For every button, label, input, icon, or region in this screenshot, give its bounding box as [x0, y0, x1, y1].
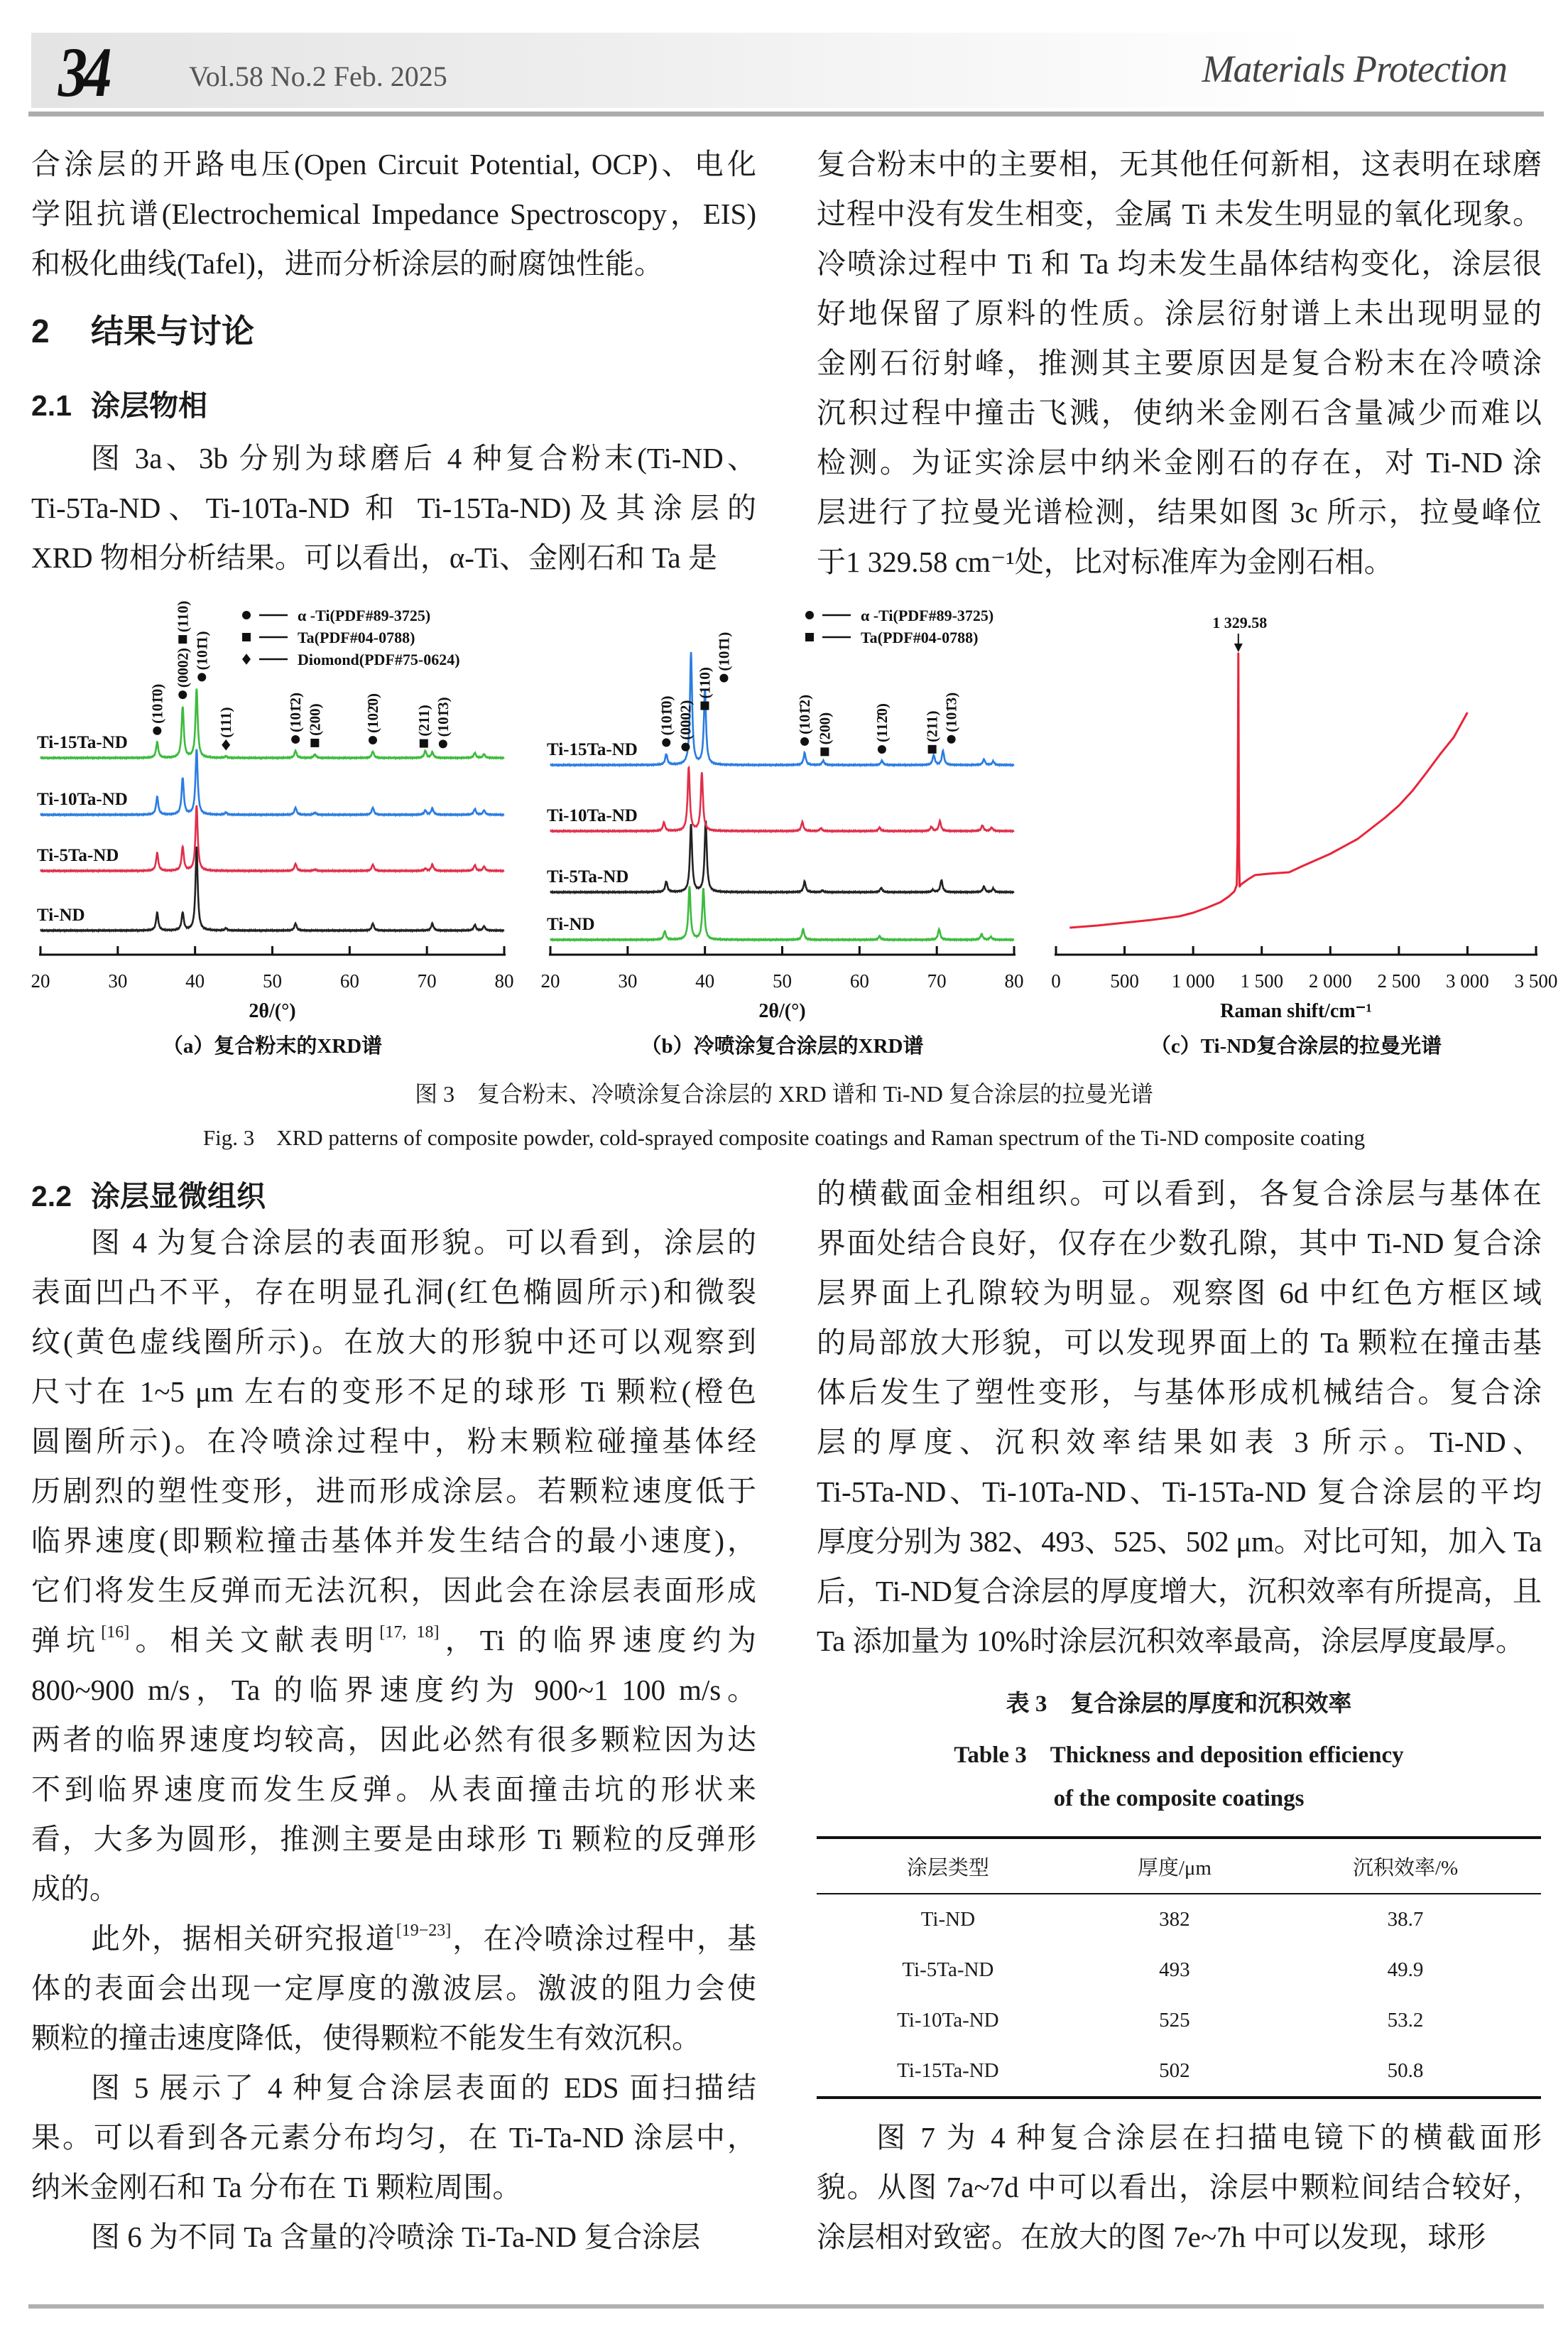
x-axis-label: 2θ/(°)	[249, 1000, 296, 1022]
subfigure-title: （b）冷喷涂复合涂层的XRD谱	[641, 1035, 924, 1058]
peak-index-label: (110)	[696, 667, 714, 699]
legend-label: α -Ti(PDF#89-3725)	[861, 607, 994, 624]
text-line: 图 5 展示了 4 种复合涂层表面的 EDS 面扫描结	[91, 2071, 756, 2104]
peak-index-label: (0002)	[174, 648, 192, 688]
circle-marker-icon	[719, 674, 728, 683]
x-tick-label: 50	[773, 970, 792, 992]
section-title: 涂层物相	[91, 389, 207, 422]
peak-index-label: (101̄3)	[434, 697, 452, 737]
x-tick-label: 500	[1110, 970, 1139, 992]
x-tick-label: 70	[417, 970, 437, 992]
figure-caption-en: Fig. 3 XRD patterns of composite powder, cold-sprayed composite coatings and Raman spectrum of the Ti-ND composite coating	[202, 1125, 1366, 1150]
peak-index-label: (101̄0)	[658, 695, 675, 736]
circle-marker-icon	[369, 736, 377, 744]
table-row	[817, 1995, 1541, 2046]
text-segment: 此外，据相关研究报道	[91, 1922, 396, 1955]
peak-index-label: (101̄2)	[796, 694, 814, 734]
x-axis-label: 2θ/(°)	[758, 1000, 806, 1022]
series-label: Ti-10Ta-ND	[37, 790, 128, 809]
text-line: 和极化曲线(Tafel)，进而分析涂层的耐腐蚀性能。	[31, 247, 663, 280]
diamond-legend-icon	[242, 653, 251, 665]
series-label: Ti-ND	[547, 915, 595, 934]
peak-value-label: 1 329.58	[1212, 614, 1268, 631]
circle-marker-icon	[800, 737, 809, 746]
text-line: 于1 329.58 cm⁻¹处，比对标准库为金刚石相。	[817, 546, 1393, 578]
text-line: 成的。	[31, 1872, 119, 1905]
square-marker-icon	[420, 739, 428, 748]
diamond-marker-icon	[222, 739, 230, 751]
x-tick-label: 20	[540, 970, 560, 992]
table-title-en-2: of the composite coatings	[1053, 1786, 1305, 1811]
square-legend-icon	[805, 633, 814, 641]
citation-reference[interactable]: [17, 18]	[379, 1623, 440, 1642]
series-label: Ti-5Ta-ND	[547, 867, 629, 886]
text-line: 合涂层的开路电压(Open Circuit Potential, OCP)、电化	[31, 148, 756, 180]
text-line: 尺寸在 1~5 μm 左右的变形不足的球形 Ti 颗粒(橙色	[31, 1375, 756, 1408]
circle-marker-icon	[947, 735, 956, 744]
x-tick-label: 80	[494, 970, 514, 992]
cell-thickness: 493	[1159, 1958, 1190, 1981]
series-label: Ti-15Ta-ND	[547, 740, 638, 759]
section-number: 2	[31, 313, 50, 349]
legend-label: Ta(PDF#04-0788)	[861, 629, 979, 646]
circle-legend-icon	[242, 611, 251, 619]
text-line: 沉积过程中撞击飞溅，使纳米金刚石含量减少而难以	[817, 396, 1542, 429]
peak-index-label: (101̄0)	[148, 683, 166, 724]
peak-index-label: (112̄0)	[873, 703, 891, 742]
xrd-series-line	[550, 886, 1014, 940]
peak-index-label: (101̄1)	[193, 631, 211, 671]
x-tick-label: 50	[263, 970, 282, 992]
cell-coating: Ti-10Ta-ND	[897, 2009, 999, 2032]
text-line: 的局部放大形貌，可以发现界面上的 Ta 颗粒在撞击基	[817, 1326, 1542, 1359]
x-tick-label: 0	[1051, 970, 1061, 992]
text-line: 看，大多为圆形，推测主要是由球形 Ti 颗粒的反弹形	[31, 1823, 756, 1855]
x-tick-label: 3 500	[1514, 970, 1558, 992]
text-segment: ，在冷喷涂过程中，基	[451, 1922, 756, 1955]
x-axis-label: Raman shift/cm⁻¹	[1220, 1000, 1372, 1022]
text-line: 检测。为证实涂层中纳米金刚石的存在，对 Ti-ND 涂	[817, 446, 1542, 479]
peak-index-label: (102̄0)	[364, 693, 381, 733]
right-mid-paragraph	[817, 1168, 1542, 1666]
x-tick-label: 40	[185, 970, 205, 992]
x-tick-label: 60	[339, 970, 359, 992]
text-line: 图 7 为 4 种复合涂层在扫描电镜下的横截面形	[876, 2121, 1542, 2154]
text-line	[31, 1615, 756, 1665]
text-segment: ，Ti 的临界速度约为	[439, 1624, 756, 1656]
section-2-2-heading	[31, 1173, 266, 1215]
citation-reference[interactable]: [19−23]	[396, 1921, 452, 1940]
table-title-cn: 表 3 复合涂层的厚度和沉积效率	[1006, 1691, 1352, 1717]
figure-caption-cn: 图 3 复合粉末、冷喷涂复合涂层的 XRD 谱和 Ti-ND 复合涂层的拉曼光谱	[415, 1081, 1153, 1107]
square-marker-icon	[700, 702, 709, 710]
text-segment: 弹坑	[31, 1624, 102, 1656]
section-2-2-paragraphs	[31, 1217, 756, 2262]
cell-coating: Ti-5Ta-ND	[902, 1958, 994, 1981]
text-line: 它们将发生反弹而无法沉积，因此会在涂层表面形成	[31, 1574, 756, 1607]
text-line: 临界速度(即颗粒撞击基体并发生结合的最小速度)，	[31, 1524, 756, 1557]
circle-marker-icon	[662, 738, 670, 747]
text-line: 体后发生了塑性变形，与基体形成机械结合。复合涂	[817, 1376, 1542, 1409]
text-line: 颗粒的撞击速度降低，使得颗粒不能发生有效沉积。	[31, 2022, 701, 2054]
x-tick-label: 2 000	[1308, 970, 1352, 992]
text-line: Ta 添加量为 10%时涂层沉积效率最高，涂层厚度最厚。	[817, 1625, 1525, 1657]
series-label: Ti-ND	[37, 906, 85, 925]
arrow-down-icon	[1234, 644, 1243, 652]
text-line: 图 3a、3b 分别为球磨后 4 种复合粉末(Ti-ND、	[91, 442, 756, 474]
text-line: XRD 物相分析结果。可以看出，α-Ti、金刚石和 Ta 是	[31, 541, 717, 574]
text-line: 层的厚度、沉积效率结果如表 3 所示。Ti-ND、	[817, 1426, 1542, 1458]
text-line: 学阻抗谱(Electrochemical Impedance Spectroscopy，EIS)	[31, 197, 756, 230]
circle-marker-icon	[439, 739, 447, 748]
text-line: 图 4 为复合涂层的表面形貌。可以看到，涂层的	[91, 1226, 756, 1259]
cell-efficiency: 50.8	[1387, 2059, 1424, 2082]
x-tick-label: 80	[1004, 970, 1024, 992]
text-line: 过程中没有发生相变，金属 Ti 未发生明显的氧化现象。	[817, 197, 1542, 230]
text-line: 层界面上孔隙较为明显。观察图 6d 中红色方框区域	[817, 1276, 1542, 1309]
cell-coating: Ti-ND	[920, 1908, 976, 1931]
text-line: 层进行了拉曼光谱检测，结果如图 3c 所示，拉曼峰位	[817, 496, 1542, 528]
issue-info: Vol.58 No.2 Feb. 2025	[189, 60, 447, 92]
column-header: 涂层类型	[906, 1856, 989, 1880]
raman-series-line	[1069, 653, 1467, 928]
text-line: 800~900 m/s，Ta 的临界速度约为 900~1 100 m/s。	[31, 1674, 756, 1706]
journal-title: Materials Protection	[1202, 48, 1507, 90]
text-line: 圆圈所示)。在冷喷涂过程中，粉末颗粒碰撞基体经	[31, 1425, 756, 1458]
circle-marker-icon	[291, 735, 300, 744]
text-line: 金刚石衍射峰，推测其主要原因是复合粉末在冷喷涂	[817, 347, 1542, 379]
section-number: 2.1	[31, 389, 72, 422]
x-tick-label: 30	[618, 970, 638, 992]
peak-index-label: (200)	[816, 712, 834, 745]
peak-index-label: (211)	[415, 705, 432, 737]
peak-index-label: (101̄1)	[715, 631, 733, 671]
circle-marker-icon	[681, 743, 690, 752]
cell-thickness: 382	[1159, 1908, 1190, 1931]
text-line: 冷喷涂过程中 Ti 和 Ta 均未发生晶体结构变化，涂层很	[817, 247, 1542, 280]
column-header: 沉积效率/%	[1352, 1856, 1459, 1880]
table-row	[817, 1894, 1541, 1945]
legend-label: Diomond(PDF#75-0624)	[298, 651, 460, 668]
x-tick-label: 20	[31, 970, 50, 992]
series-label: Ti-15Ta-ND	[37, 733, 128, 752]
peak-index-label: (200)	[306, 703, 324, 736]
footer-rule	[28, 2304, 1544, 2309]
x-tick-label: 1 500	[1240, 970, 1284, 992]
cell-efficiency: 38.7	[1387, 1908, 1424, 1931]
text-line	[31, 1914, 756, 1963]
table-row	[817, 2046, 1541, 2098]
x-tick-label: 70	[927, 970, 947, 992]
peak-index-label: (110)	[174, 600, 192, 633]
circle-marker-icon	[178, 690, 187, 699]
square-marker-icon	[820, 747, 829, 756]
cell-efficiency: 49.9	[1387, 1958, 1424, 1981]
text-line: 图 6 为不同 Ta 含量的冷喷涂 Ti-Ta-ND 复合涂层	[91, 2220, 701, 2253]
table-3	[817, 1836, 1541, 2099]
text-line: Ti-5Ta-ND、Ti-10Ta-ND 和 Ti-15Ta-ND)及其涂层的	[31, 492, 756, 524]
text-line: 表面凹凸不平，存在明显孔洞(红色椭圆所示)和微裂	[31, 1276, 756, 1308]
x-tick-label: 1 000	[1171, 970, 1215, 992]
table-row	[817, 1945, 1541, 1995]
circle-marker-icon	[153, 727, 161, 735]
peak-index-label: (101̄3)	[942, 692, 960, 732]
circle-legend-icon	[805, 611, 814, 619]
text-line: 体的表面会出现一定厚度的激波层。激波的阻力会使	[31, 1972, 756, 2005]
peak-index-label: (101̄2)	[287, 692, 305, 732]
text-line: 果。可以看到各元素分布均匀，在 Ti-Ta-ND 涂层中，	[31, 2121, 756, 2154]
text-line: 不到临界速度而发生反弹。从表面撞击坑的形状来	[31, 1773, 756, 1806]
section-title: 涂层显微组织	[91, 1180, 266, 1213]
text-line: 的横截面金相组织。可以看到，各复合涂层与基体在	[817, 1177, 1542, 1210]
text-line: 复合粉末中的主要相，无其他任何新相，这表明在球磨	[817, 148, 1542, 180]
cell-thickness: 525	[1159, 2009, 1190, 2032]
table-title-en-1: Table 3 Thickness and deposition efficiency	[954, 1742, 1404, 1768]
x-tick-label: 3 000	[1446, 970, 1489, 992]
series-label: Ti-10Ta-ND	[547, 806, 638, 825]
x-tick-label: 2 500	[1377, 970, 1421, 992]
peak-index-label: (211)	[923, 710, 941, 742]
square-marker-icon	[310, 739, 319, 747]
citation-reference[interactable]: [16]	[101, 1623, 130, 1642]
peak-index-label: (111)	[217, 707, 235, 738]
x-tick-label: 40	[695, 970, 715, 992]
square-marker-icon	[178, 635, 187, 644]
table-header-row	[817, 1838, 1541, 1894]
text-line: 好地保留了原料的性质。涂层衍射谱上未出现明显的	[817, 297, 1542, 330]
text-line: 界面处结合良好，仅存在少数孔隙，其中 Ti-ND 复合涂	[817, 1227, 1542, 1259]
text-line: 貌。从图 7a~7d 中可以看出，涂层中颗粒间结合较好，	[817, 2171, 1542, 2203]
text-line: Ti-5Ta-ND、Ti-10Ta-ND、Ti-15Ta-ND 复合涂层的平均	[817, 1475, 1542, 1508]
subfigure-title: （c）Ti-ND复合涂层的拉曼光谱	[1150, 1035, 1442, 1058]
circle-marker-icon	[197, 673, 206, 681]
section-number: 2.2	[31, 1180, 72, 1213]
legend-label: α -Ti(PDF#89-3725)	[298, 607, 431, 624]
text-line: 厚度分别为 382、493、525、502 μm。对比可知，加入 Ta	[817, 1525, 1542, 1558]
subfigure-title: （a）复合粉末的XRD谱	[162, 1035, 383, 1058]
text-line: 两者的临界速度均较高，因此必然有很多颗粒因为达	[31, 1723, 756, 1756]
right-bottom-paragraph	[817, 2113, 1542, 2262]
peak-index-label: (0002)	[677, 700, 695, 740]
text-line: 纹(黄色虚线圈所示)。在放大的形貌中还可以观察到	[31, 1325, 756, 1358]
circle-marker-icon	[878, 745, 886, 754]
page-number: 34	[58, 33, 107, 112]
text-line: 后，Ti-ND复合涂层的厚度增大，沉积效率有所提高，且	[817, 1575, 1542, 1607]
square-legend-icon	[242, 633, 251, 641]
square-marker-icon	[928, 745, 937, 754]
text-line: 历剧烈的塑性变形，进而形成涂层。若颗粒速度低于	[31, 1475, 756, 1507]
cell-thickness: 502	[1159, 2059, 1190, 2082]
text-line: 涂层相对致密。在放大的图 7e~7h 中可以发现，球形	[817, 2220, 1486, 2253]
x-tick-label: 30	[108, 970, 128, 992]
cell-efficiency: 53.2	[1387, 2009, 1424, 2032]
text-line: 纳米金刚石和 Ta 分布在 Ti 颗粒周围。	[31, 2171, 522, 2203]
column-header: 厚度/μm	[1137, 1856, 1212, 1880]
legend-label: Ta(PDF#04-0788)	[298, 629, 415, 646]
cell-coating: Ti-15Ta-ND	[897, 2059, 999, 2082]
section-title: 结果与讨论	[91, 313, 254, 349]
series-label: Ti-5Ta-ND	[37, 846, 119, 865]
x-tick-label: 60	[849, 970, 869, 992]
text-segment: 。相关文献表明	[129, 1624, 380, 1656]
